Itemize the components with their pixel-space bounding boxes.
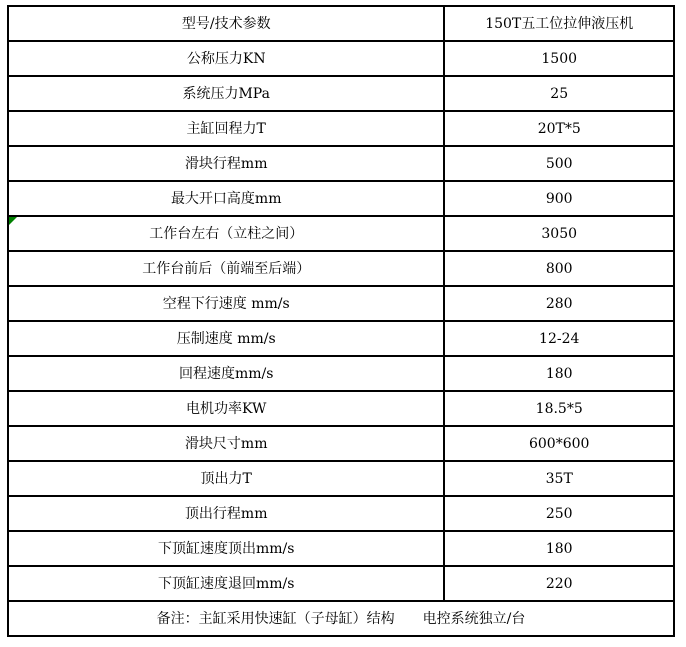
table-row	[8, 251, 674, 286]
note-cell: 备注：主缸采用快速缸（子母缸）结构 电控系统独立/台	[8, 601, 674, 636]
table-row	[8, 496, 674, 531]
spec-value-cell: 35T	[444, 461, 674, 496]
table-row	[8, 566, 674, 601]
spec-value-cell: 500	[444, 146, 674, 181]
spec-label-cell: 滑块行程mm	[8, 146, 444, 181]
table-row	[8, 76, 674, 111]
spec-label-cell: 回程速度mm/s	[8, 356, 444, 391]
spec-label-cell: 滑块尺寸mm	[8, 426, 444, 461]
spec-label-cell: 主缸回程力T	[8, 111, 444, 146]
spec-value-cell: 280	[444, 286, 674, 321]
spec-value-cell: 800	[444, 251, 674, 286]
table-row	[8, 146, 674, 181]
spec-label-cell: 顶出行程mm	[8, 496, 444, 531]
spec-label-cell: 工作台前后（前端至后端）	[8, 251, 444, 286]
comment-marker-icon	[9, 217, 17, 225]
spec-value-cell: 18.5*5	[444, 391, 674, 426]
spec-value-cell: 900	[444, 181, 674, 216]
model-header-cell: 150T五工位拉伸液压机	[444, 6, 674, 41]
spec-table-body	[8, 6, 674, 636]
table-row	[8, 531, 674, 566]
spec-label-cell: 系统压力MPa	[8, 76, 444, 111]
spec-value-cell: 1500	[444, 41, 674, 76]
table-row	[8, 111, 674, 146]
table-footer-row	[8, 601, 674, 636]
spec-label: 工作台左右（立柱之间）	[149, 225, 304, 242]
spec-label-cell: 压制速度 mm/s	[8, 321, 444, 356]
spec-value-cell: 3050	[444, 216, 674, 251]
table-header-row	[8, 6, 674, 41]
spec-value-cell: 180	[444, 356, 674, 391]
table-row	[8, 426, 674, 461]
param-header-cell: 型号/技术参数	[8, 6, 444, 41]
spec-label-cell	[8, 216, 444, 251]
table-row	[8, 181, 674, 216]
table-row	[8, 356, 674, 391]
spec-label-cell: 最大开口高度mm	[8, 181, 444, 216]
spec-label-cell: 顶出力T	[8, 461, 444, 496]
spec-value-cell: 20T*5	[444, 111, 674, 146]
spec-value-cell: 25	[444, 76, 674, 111]
spec-value-cell: 220	[444, 566, 674, 601]
spec-label-cell: 公称压力KN	[8, 41, 444, 76]
table-row	[8, 321, 674, 356]
spec-label-cell: 下顶缸速度退回mm/s	[8, 566, 444, 601]
table-row	[8, 286, 674, 321]
spec-value-cell: 600*600	[444, 426, 674, 461]
spec-label-cell: 下顶缸速度顶出mm/s	[8, 531, 444, 566]
spec-value-cell: 180	[444, 531, 674, 566]
table-row	[8, 461, 674, 496]
spec-label-cell: 空程下行速度 mm/s	[8, 286, 444, 321]
table-row	[8, 391, 674, 426]
spec-label-cell: 电机功率KW	[8, 391, 444, 426]
table-row	[8, 41, 674, 76]
spec-value-cell: 12-24	[444, 321, 674, 356]
spec-table	[7, 5, 675, 637]
spec-value-cell: 250	[444, 496, 674, 531]
table-row	[8, 216, 674, 251]
